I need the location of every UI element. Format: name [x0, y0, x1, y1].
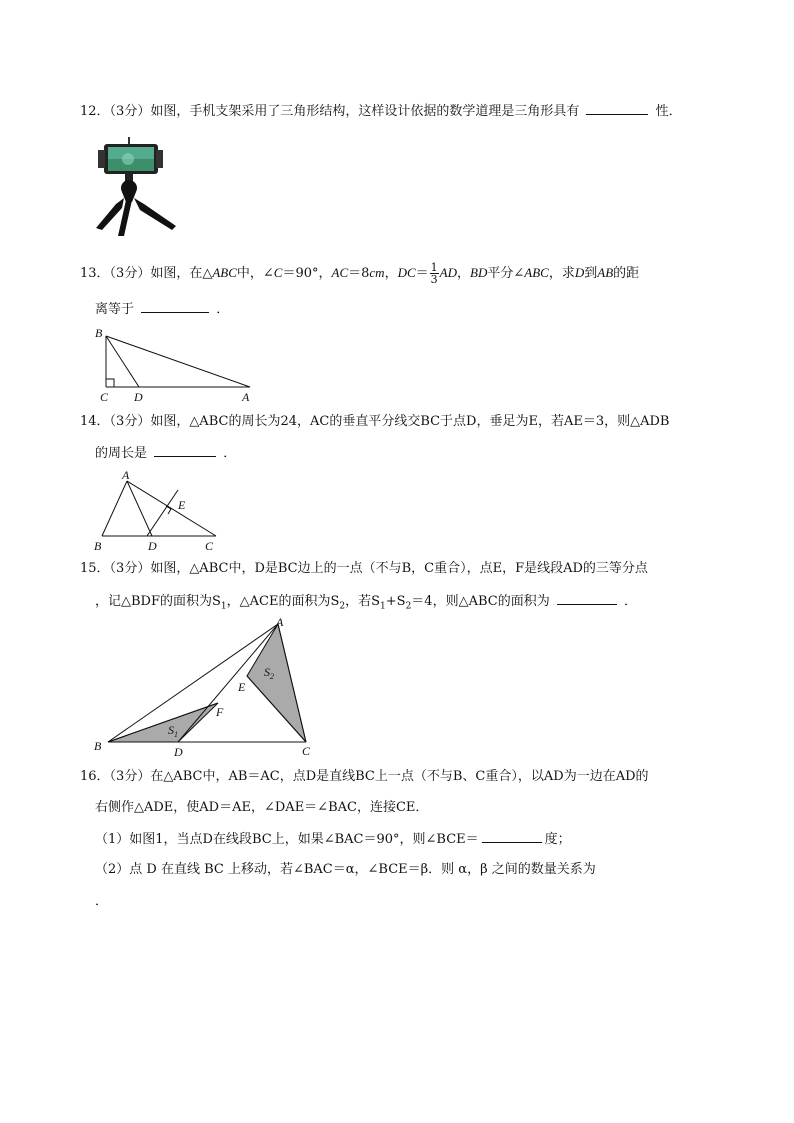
- q14-label-a: A: [122, 468, 130, 482]
- q16-line3a: （1）如图1，当点D在线段BC上，如果∠BAC＝90°，则∠BCE＝: [95, 832, 479, 847]
- q15-sub3: 1: [380, 601, 386, 612]
- q13-mid3: ＝8: [348, 266, 370, 281]
- q13-ac: AC: [331, 265, 349, 280]
- q15-l2c: ，若S: [345, 594, 381, 609]
- q15-label-f: F: [216, 705, 224, 719]
- q13-end: ．: [216, 302, 230, 317]
- q13-frac-den: 3: [430, 273, 438, 286]
- q13-figure: [92, 326, 262, 406]
- q12-text: [80, 102, 682, 121]
- q14-head: 14．（3分）如图，△ABC的周长为24，AC的垂直平分线交BC于点D，垂足为E，若AE＝3，则△ADB: [80, 414, 670, 429]
- q13-dc: DC: [397, 265, 416, 280]
- q14-text-line2: [95, 444, 236, 463]
- q13-eq: ＝: [415, 266, 429, 281]
- q15-label-e: E: [238, 680, 246, 694]
- q12-answer-blank[interactable]: [586, 102, 648, 115]
- q13-mid7: ，求: [548, 266, 575, 281]
- q13-mid2: ＝90°，: [282, 266, 332, 281]
- q13-cm: cm: [369, 265, 385, 280]
- q13-head: 13．（3分）如图，在△: [80, 266, 213, 281]
- q13-label-c: C: [100, 390, 109, 404]
- q16-line2: 右侧作△ADE，使AD＝AE，∠DAE＝∠BAC，连接CE．: [95, 800, 429, 815]
- q16-line4: （2）点 D 在直线 BC 上移动，若∠BAC＝α，∠BCE＝β．则 α，β 之间的数量关系为: [95, 862, 596, 877]
- q13-text: [80, 262, 639, 285]
- q16-text-line2: [95, 799, 428, 817]
- q13-line2: 离等于: [95, 302, 135, 317]
- q13-bd: BD: [470, 265, 488, 280]
- q14-label-c: C: [205, 539, 214, 553]
- q15-figure: [92, 614, 322, 759]
- q14-text: [80, 413, 669, 431]
- q13-text-line2: [95, 300, 229, 319]
- q15-sub4: 2: [405, 601, 412, 612]
- q13-mid9: 的距: [613, 266, 640, 281]
- q13-fraction: [430, 262, 439, 285]
- q13-ad: AD: [439, 265, 458, 280]
- q15-label-c: C: [302, 744, 311, 758]
- q16-text: [80, 768, 649, 786]
- q13-abc2: ABC: [524, 265, 549, 280]
- q12-tail: 性．: [655, 104, 682, 119]
- q13-c: C: [273, 265, 283, 280]
- q15-sub1: 1: [220, 601, 227, 612]
- q15-label-b: B: [94, 739, 102, 753]
- q15-l2e: ＝4，则△ABC的面积为: [411, 594, 550, 609]
- q15-label-s1: $S_1$: [168, 723, 178, 739]
- q15-l2d: +S: [385, 594, 406, 609]
- q15-label-s2: $S_2$: [264, 665, 274, 681]
- q15-text-line2: [95, 592, 637, 616]
- q13-mid1: 中，∠: [236, 266, 274, 281]
- q14-figure: [92, 468, 232, 552]
- q15-label-a: A: [276, 615, 284, 629]
- q16-text-line3: [95, 830, 571, 849]
- q15-end: ．: [623, 594, 637, 609]
- q16-text-line5: [95, 893, 108, 911]
- q16-line1: 16．（3分）在△ABC中，AB＝AC，点D是直线BC上一点（不与B、C重合），以AD为一边在AD的: [80, 769, 649, 784]
- q13-abc: ABC: [212, 265, 237, 280]
- q16-line5: ．: [95, 894, 109, 909]
- q15-answer-blank[interactable]: [557, 592, 617, 605]
- q14-end: ．: [223, 446, 237, 461]
- q13-label-a: A: [242, 390, 250, 404]
- q13-mid5: ，: [457, 266, 471, 281]
- q15-line1: 15．（3分）如图，△ABC中，D是BC边上的一点（不与B，C重合），点E，F是线段AD的三等分点: [80, 561, 648, 576]
- q15-sub2: 2: [339, 601, 346, 612]
- q12-head: 12．（3分）如图，手机支架采用了三角形结构，这样设计依据的数学道理是三角形具有: [80, 104, 580, 119]
- phone-tripod-image: [92, 132, 182, 240]
- q13-label-b: B: [95, 326, 103, 340]
- q16-answer-blank-1[interactable]: [482, 830, 542, 843]
- q13-d: D: [574, 265, 585, 280]
- q15-label-d: D: [174, 745, 183, 759]
- q13-mid8: 到: [584, 266, 598, 281]
- q16-text-line4: [95, 861, 596, 879]
- q15-l2a: ，记△BDF的面积为S: [95, 594, 221, 609]
- q13-label-d: D: [134, 390, 143, 404]
- q13-answer-blank[interactable]: [141, 300, 209, 313]
- q16-line3b: 度；: [544, 832, 571, 847]
- q13-mid6: 平分∠: [487, 266, 525, 281]
- q14-label-b: B: [94, 539, 102, 553]
- q15-text: [80, 560, 648, 578]
- q13-frac-num: 1: [430, 261, 438, 274]
- q15-l2b: ，△ACE的面积为S: [226, 594, 340, 609]
- q14-line2: 的周长是: [95, 446, 148, 461]
- q14-label-e: E: [178, 498, 186, 512]
- q14-label-d: D: [148, 539, 157, 553]
- q13-mid4: ，: [384, 266, 398, 281]
- q14-answer-blank[interactable]: [154, 444, 216, 457]
- q13-ab: AB: [597, 265, 614, 280]
